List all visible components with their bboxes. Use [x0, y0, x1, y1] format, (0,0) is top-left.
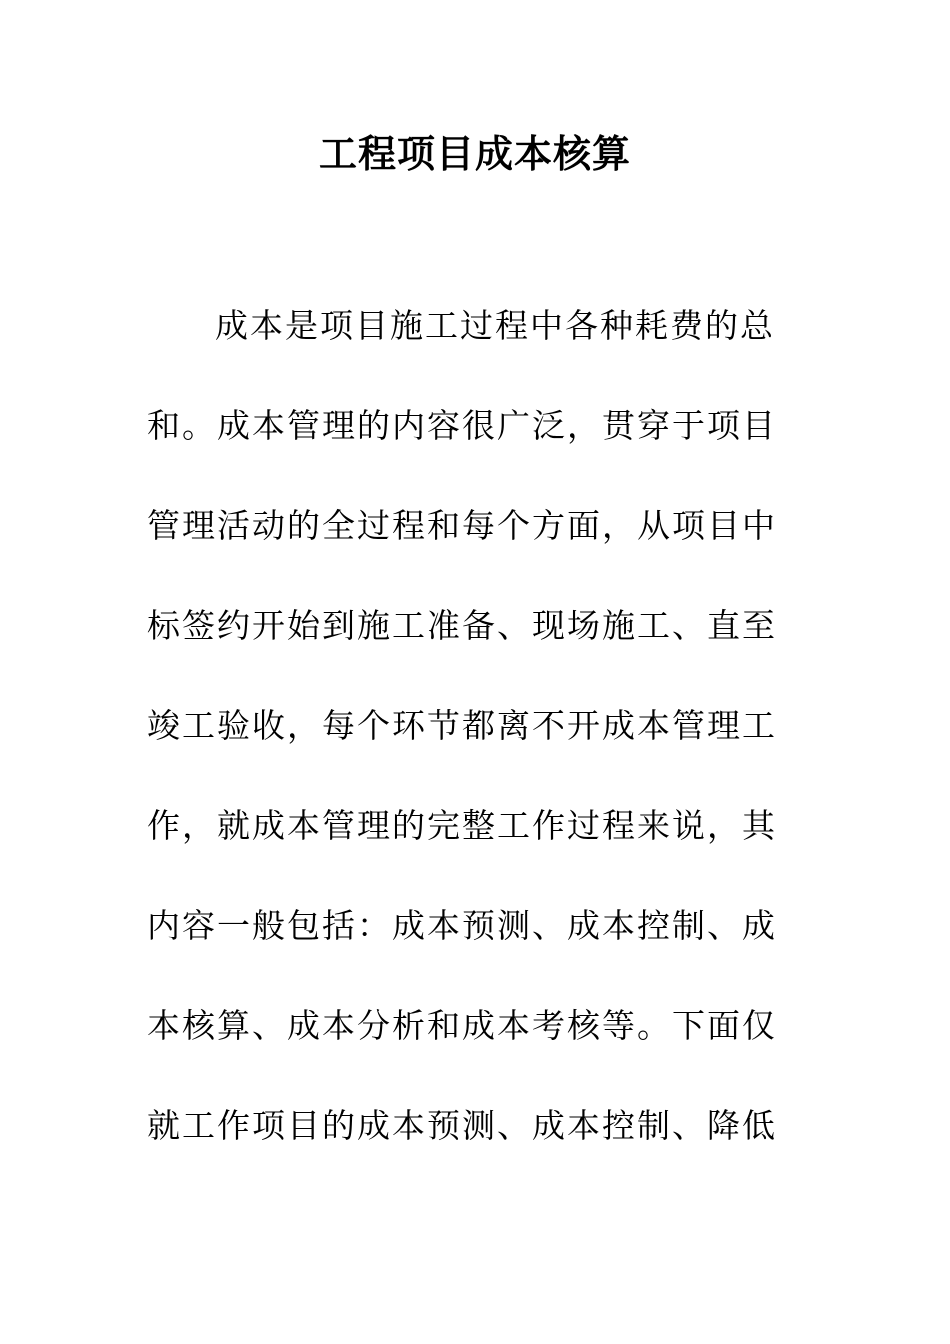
- paragraph-line-5: 竣工验收，每个环节都离不开成本管理工: [147, 706, 777, 745]
- body-paragraph: [147, 300, 787, 1200]
- paragraph-line-9: 就工作项目的成本预测、成本控制、降低: [147, 1106, 777, 1145]
- paragraph-line-8: 本核算、成本分析和成本考核等。下面仅: [147, 1006, 777, 1045]
- paragraph-line-3: 管理活动的全过程和每个方面，从项目中: [147, 506, 777, 545]
- paragraph-line-6: 作，就成本管理的完整工作过程来说，其: [147, 806, 777, 845]
- paragraph-line-7: 内容一般包括：成本预测、成本控制、成: [147, 906, 777, 945]
- paragraph-line-4: 标签约开始到施工准备、现场施工、直至: [147, 606, 777, 645]
- paragraph-line-1: 成本是项目施工过程中各种耗费的总: [215, 306, 775, 345]
- paragraph-line-2: 和。成本管理的内容很广泛，贯穿于项目: [147, 406, 777, 445]
- document-title: 工程项目成本核算: [318, 131, 631, 176]
